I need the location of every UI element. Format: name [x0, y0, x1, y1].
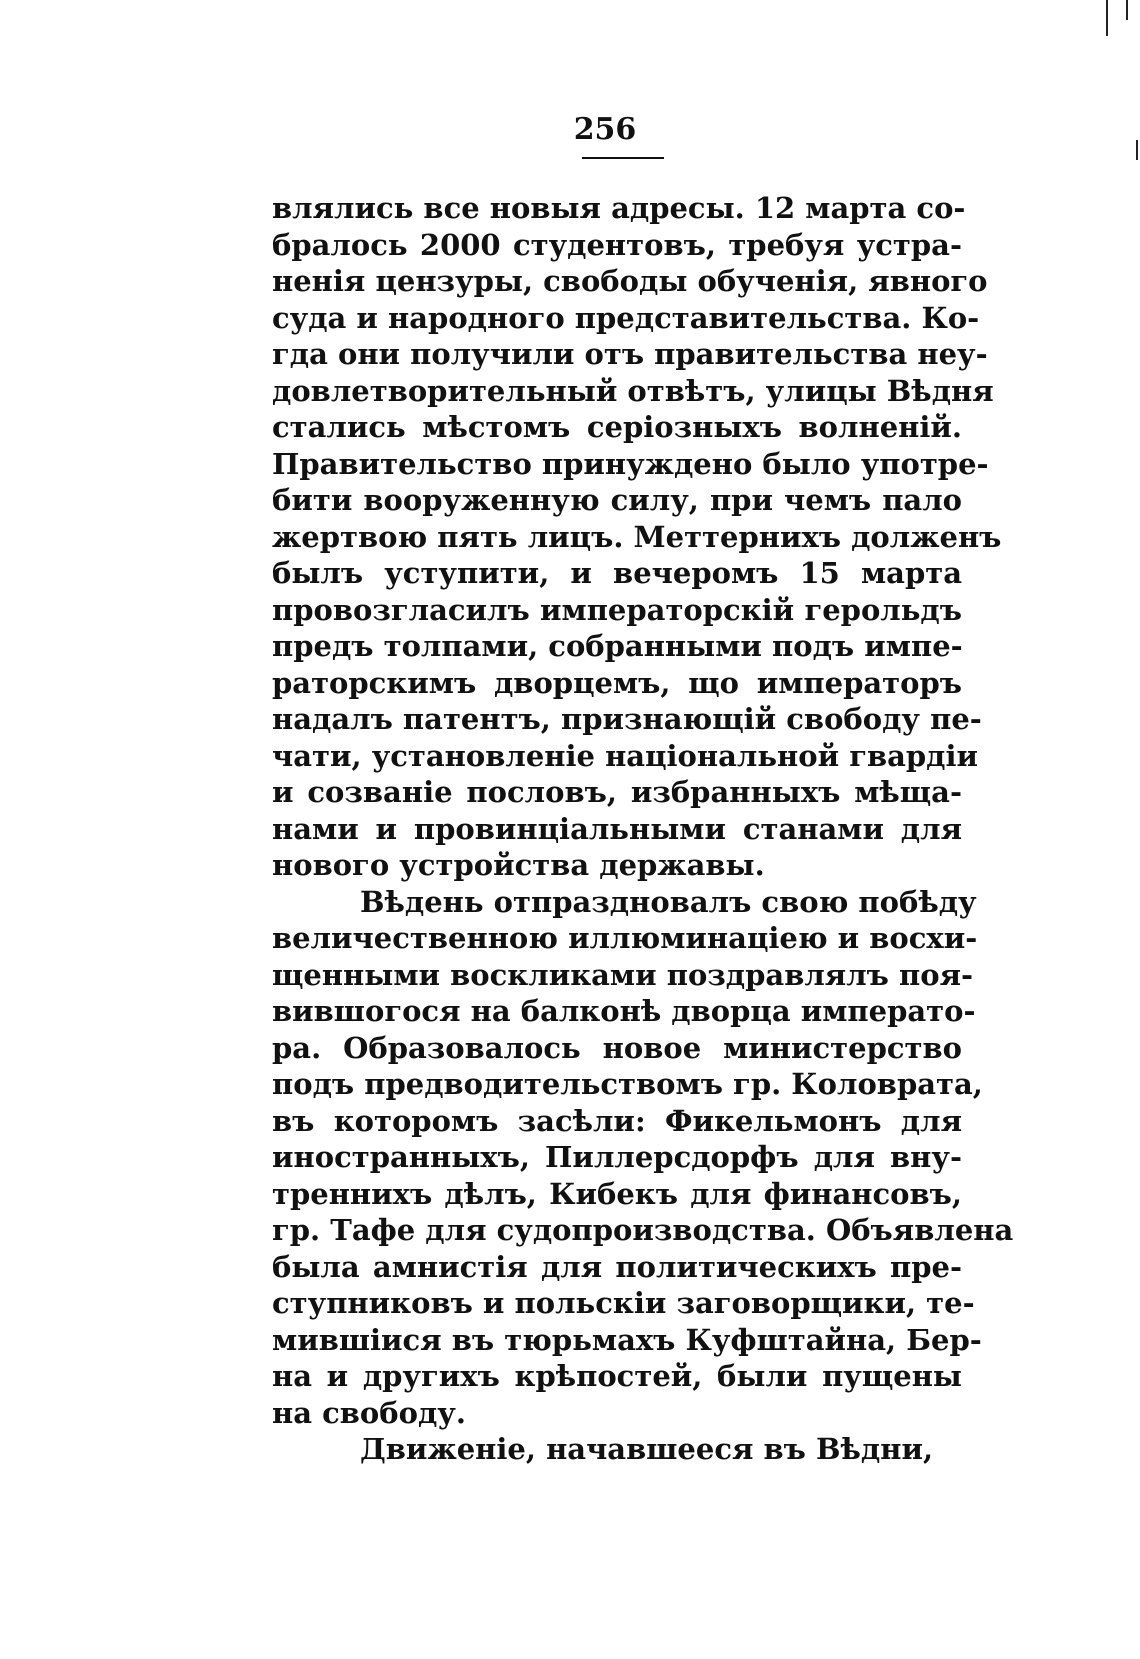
text-line: на и другихъ крѣпостей, были пущены — [272, 1359, 962, 1393]
text-line: Вѣдень отпраздновалъ свою побѣду — [360, 884, 977, 919]
scan-edge-mark — [1106, 0, 1108, 36]
text-line: гда они получили отъ правительства неу- — [272, 337, 988, 371]
text-line: треннихъ дѣлъ, Кибекъ для финансовъ, — [272, 1176, 962, 1211]
scan-edge-mark — [1136, 140, 1138, 160]
text-line: бити вооруженную силу, при чемъ пало — [272, 483, 962, 517]
text-line: вившогося на балконѣ дворца императо- — [272, 994, 976, 1028]
text-line: Правительство принуждено было употре- — [272, 446, 989, 481]
text-line: раторскимъ дворцемъ, що императоръ — [272, 665, 962, 700]
text-line: стались мѣстомъ серіозныхъ волненій. — [272, 410, 962, 444]
text-line: была амнистія для политическихъ пре- — [272, 1249, 962, 1284]
text-line: щенными воскликами поздравлялъ поя- — [272, 957, 974, 992]
text-line: суда и народного представительства. Ко- — [272, 300, 980, 335]
text-line: подъ предводительствомъ гр. Коловрата, — [272, 1067, 983, 1101]
text-line: и созваніе пословъ, избранныхъ мѣща- — [272, 775, 962, 809]
text-line: надалъ патентъ, признающій свободу пе- — [272, 702, 982, 736]
text-line: влялись все новыя адресы. 12 марта со- — [272, 191, 966, 225]
paragraph — [272, 884, 1014, 1432]
text-line: жертвою пять лицъ. Меттернихъ долженъ — [272, 519, 1002, 554]
text-line: ступниковъ и польскіи заговорщики, те- — [272, 1286, 975, 1320]
text-line: гр. Тафе для судопроизводства. Объявлена — [272, 1213, 1014, 1247]
text-line: мившіися въ тюрьмахъ Куфштайна, Бер- — [272, 1322, 982, 1357]
page-number: 256 — [573, 112, 637, 147]
text-line: Движеніе, начавшееся въ Вѣдни, — [360, 1432, 934, 1466]
text-line: на свободу. — [272, 1395, 466, 1430]
paragraph — [272, 1431, 962, 1468]
page-number-rule — [582, 157, 664, 159]
text-line: нового устройства державы. — [272, 848, 765, 882]
text-line: былъ уступити, и вечеромъ 15 марта — [272, 556, 962, 590]
text-line: чати, установленіе національной гвардіи — [272, 738, 979, 773]
paragraph — [272, 190, 1002, 884]
text-line: провозгласилъ императорскій герольдъ — [272, 592, 962, 627]
text-line: ра. Образовалось новое министерство — [272, 1030, 962, 1065]
text-line: нами и провинціальными станами для — [272, 811, 962, 846]
text-line: бралось 2000 студентовъ, требуя устра- — [272, 227, 962, 262]
text-line: величественною иллюминаціею и восхи- — [272, 921, 978, 955]
text-line: ненія цензуры, свободы обученія, явного — [272, 264, 988, 298]
text-line: въ которомъ засѣли: Фикельмонъ для — [272, 1103, 962, 1138]
text-line: иностранныхъ, Пиллерсдорфъ для вну- — [272, 1140, 962, 1174]
scan-edge-mark — [1126, 0, 1128, 20]
text-line: предъ толпами, собранными подъ импе- — [272, 629, 963, 663]
text-line: довлетворительный отвѣтъ, улицы Вѣдня — [272, 373, 994, 408]
body-text — [272, 190, 1014, 1468]
